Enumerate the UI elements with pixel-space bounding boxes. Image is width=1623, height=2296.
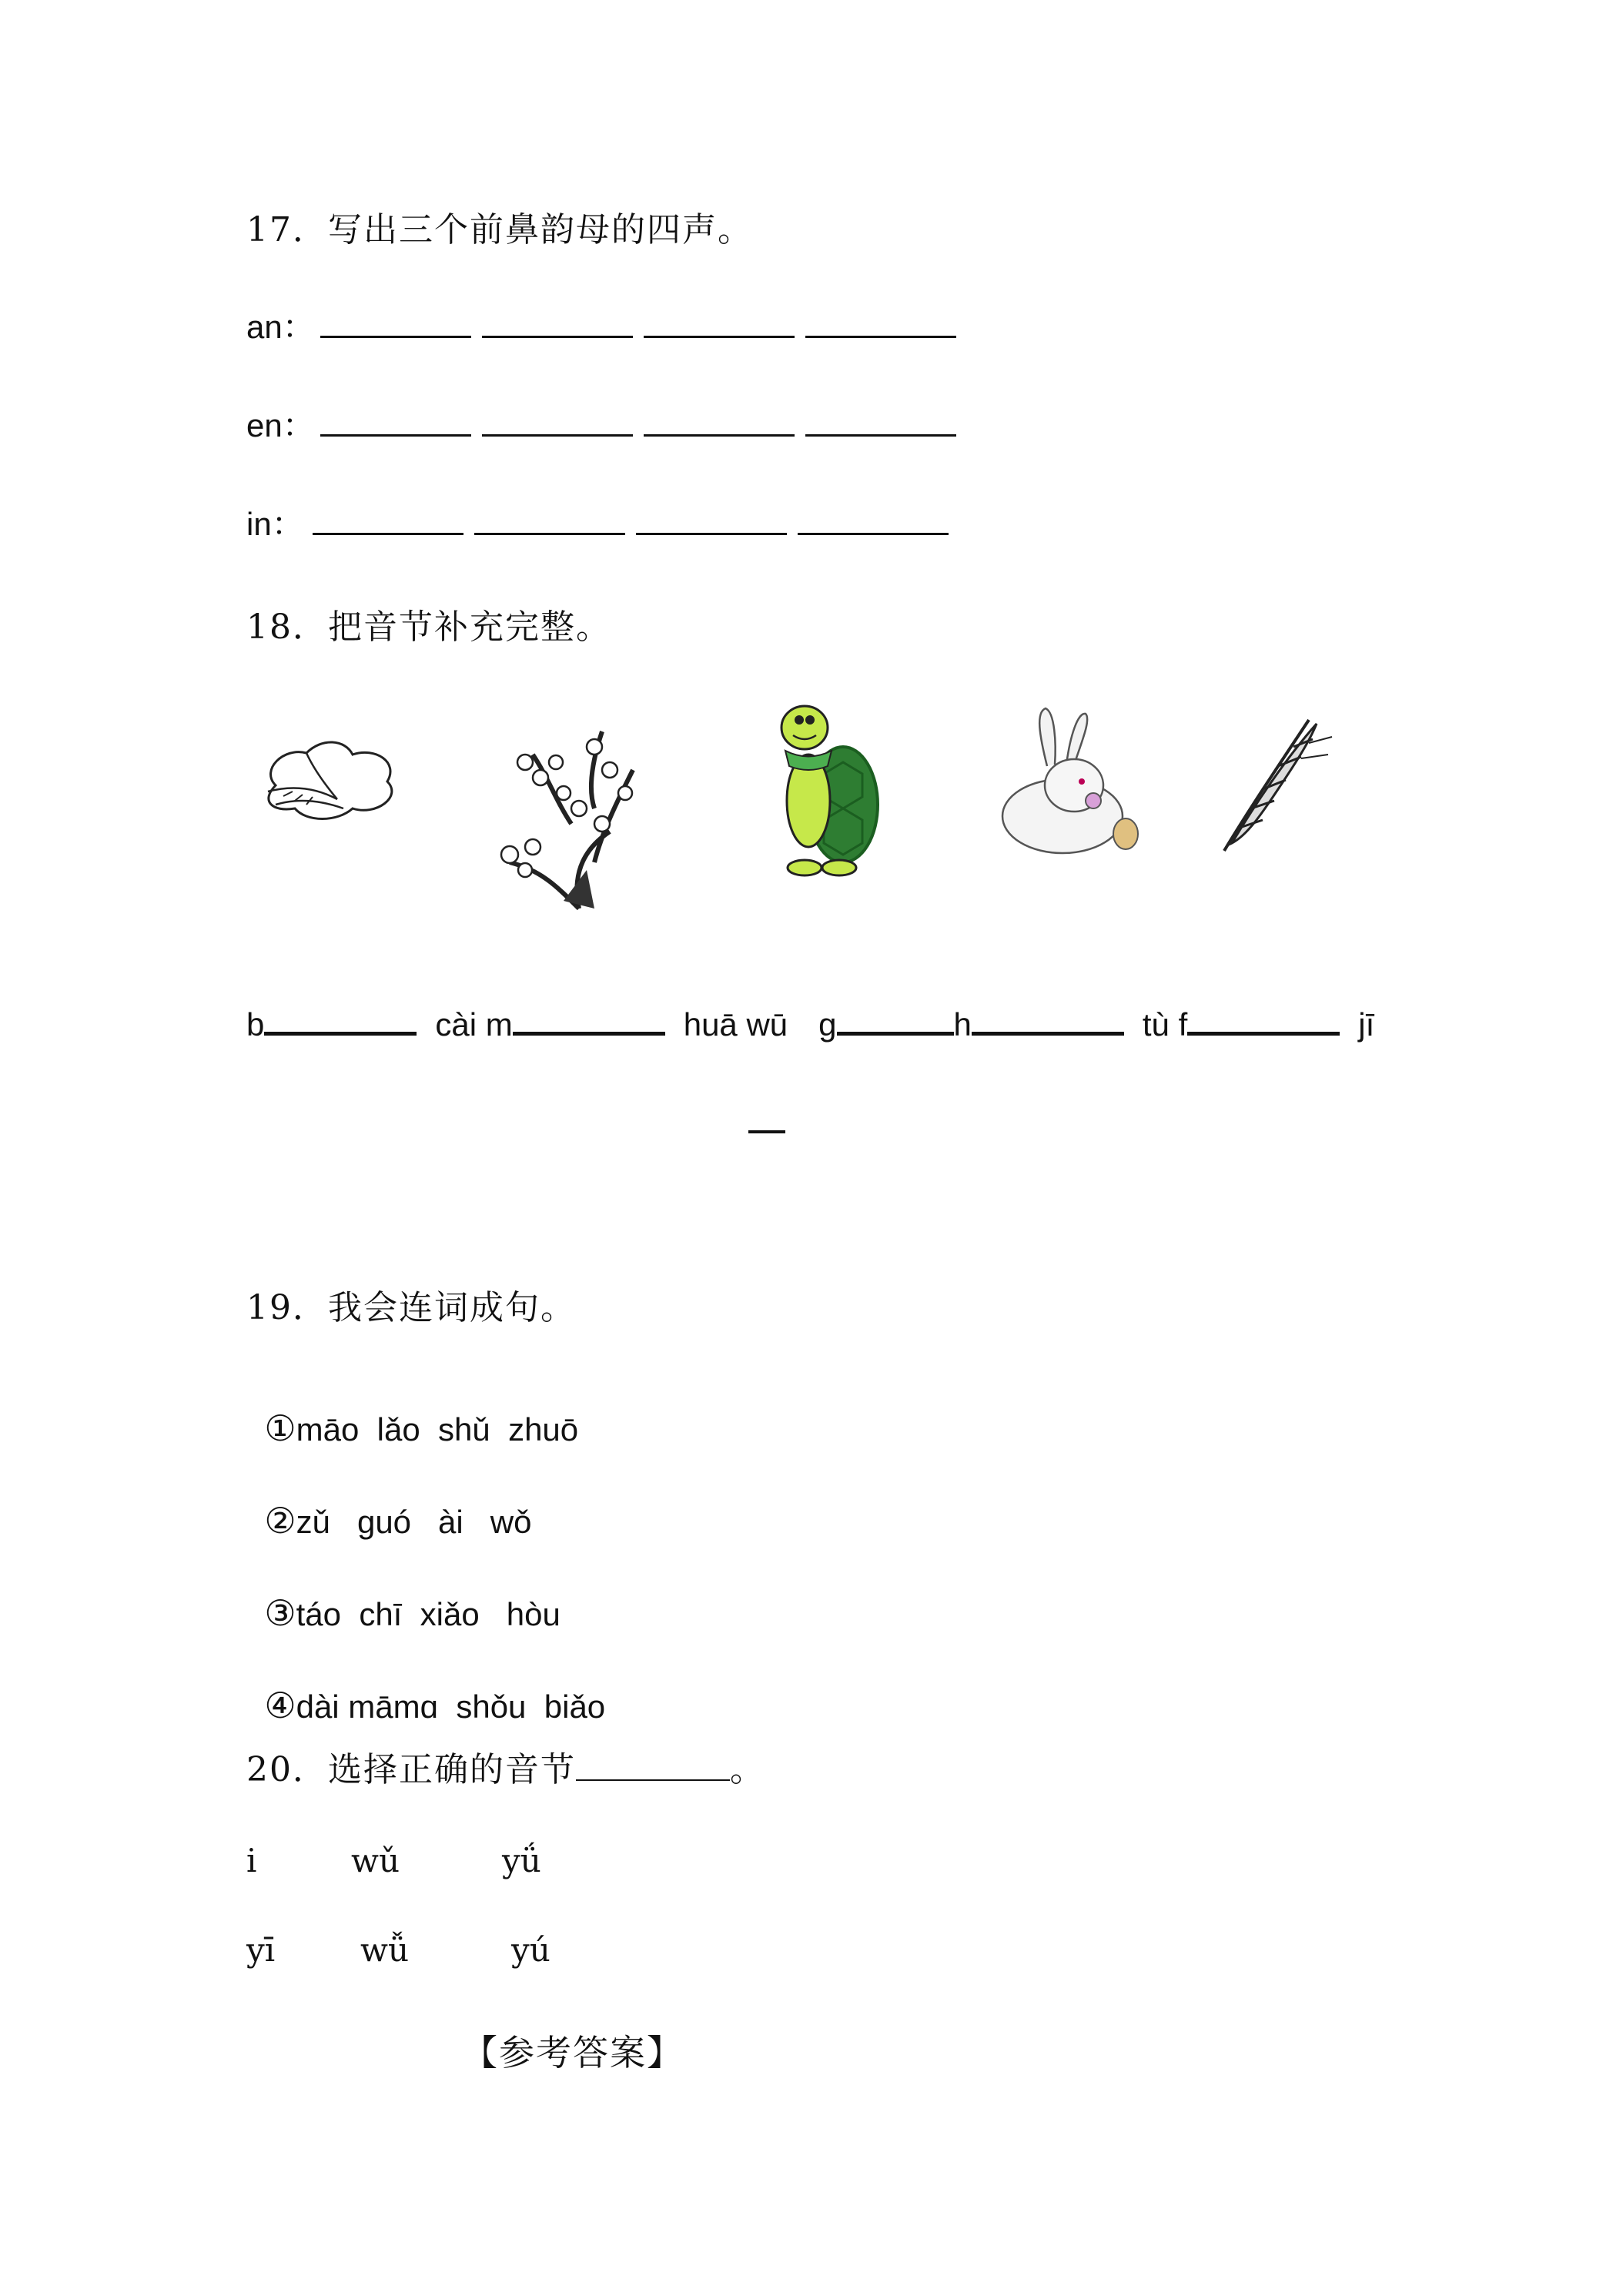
option[interactable]: yú — [511, 1931, 550, 1969]
syllable-segment: g — [818, 1006, 837, 1043]
answer-blank[interactable] — [644, 305, 795, 338]
answer-blank[interactable] — [313, 502, 463, 535]
q19-item-3 — [246, 1555, 561, 1634]
syllable-segment: huā wū — [683, 1006, 788, 1043]
answer-blank[interactable] — [837, 1001, 954, 1036]
row-label-en: en： — [246, 407, 315, 443]
item-pinyin: māo lǎo shǔ zhuō — [296, 1411, 579, 1448]
plum-blossom-icon — [479, 716, 648, 916]
answer-blank[interactable] — [644, 403, 795, 437]
answer-blank[interactable] — [798, 502, 949, 535]
answer-blank[interactable] — [482, 305, 633, 338]
syllable-segment: h — [953, 1006, 972, 1043]
q17-title: 17．写出三个前鼻韵母的四声。 — [246, 210, 753, 249]
turtle-icon — [762, 697, 885, 882]
option[interactable]: wǔ — [351, 1842, 400, 1879]
option[interactable]: wǚ — [360, 1931, 409, 1969]
option[interactable]: yǘ — [502, 1842, 541, 1879]
answer-key-heading: 【参考答案】 — [462, 2032, 684, 2073]
q20-title-text: 20．选择正确的音节 — [246, 1750, 576, 1789]
answer-blank[interactable] — [513, 1001, 665, 1036]
answer-blank[interactable] — [748, 1130, 785, 1133]
item-pinyin: táo chī xiǎo hòu — [296, 1596, 561, 1632]
item-pinyin: zǔ guó ài wǒ — [296, 1504, 532, 1540]
option[interactable]: i — [246, 1842, 257, 1879]
item-number: ④ — [264, 1685, 296, 1726]
cabbage-icon — [253, 731, 403, 824]
rabbit-icon — [993, 705, 1147, 858]
option[interactable]: yī — [246, 1931, 276, 1969]
q18-syllable-row — [246, 1001, 1374, 1043]
syllable-segment: tù f — [1142, 1006, 1188, 1043]
answer-blank[interactable] — [805, 403, 956, 437]
q20-title — [246, 1742, 765, 1791]
q18-title: 18．把音节补充完整。 — [246, 607, 611, 647]
chicken-feather-icon — [1216, 712, 1340, 858]
q17-row-in — [246, 499, 959, 545]
answer-blank[interactable] — [264, 1001, 417, 1036]
item-number: ② — [264, 1500, 296, 1541]
item-number: ③ — [264, 1592, 296, 1634]
q20-options-row-1 — [246, 1842, 541, 1879]
answer-blank[interactable] — [805, 305, 956, 338]
q19-item-1 — [246, 1371, 578, 1449]
item-number: ① — [264, 1407, 296, 1449]
q17-row-en — [246, 400, 967, 447]
syllable-segment: jī — [1358, 1006, 1375, 1043]
row-label-in: in： — [246, 506, 304, 542]
q19-item-2 — [246, 1463, 531, 1541]
q19-title: 19．我会连词成句。 — [246, 1288, 576, 1327]
syllable-segment: b — [246, 1006, 265, 1043]
row-label-an: an： — [246, 309, 315, 345]
answer-blank[interactable] — [972, 1001, 1124, 1036]
answer-blank[interactable] — [636, 502, 787, 535]
answer-blank[interactable] — [320, 305, 471, 338]
answer-blank[interactable] — [474, 502, 625, 535]
q20-options-row-2 — [246, 1931, 550, 1969]
item-pinyin: dài māmɑ shǒu biǎo — [296, 1689, 606, 1725]
q17-row-an — [246, 302, 967, 348]
syllable-segment: cài m — [435, 1006, 513, 1043]
q19-item-4 — [246, 1648, 605, 1726]
answer-blank[interactable] — [576, 1749, 730, 1781]
answer-blank[interactable] — [482, 403, 633, 437]
q20-title-end: 。 — [730, 1750, 765, 1789]
answer-blank[interactable] — [320, 403, 471, 437]
answer-blank[interactable] — [1187, 1001, 1340, 1036]
